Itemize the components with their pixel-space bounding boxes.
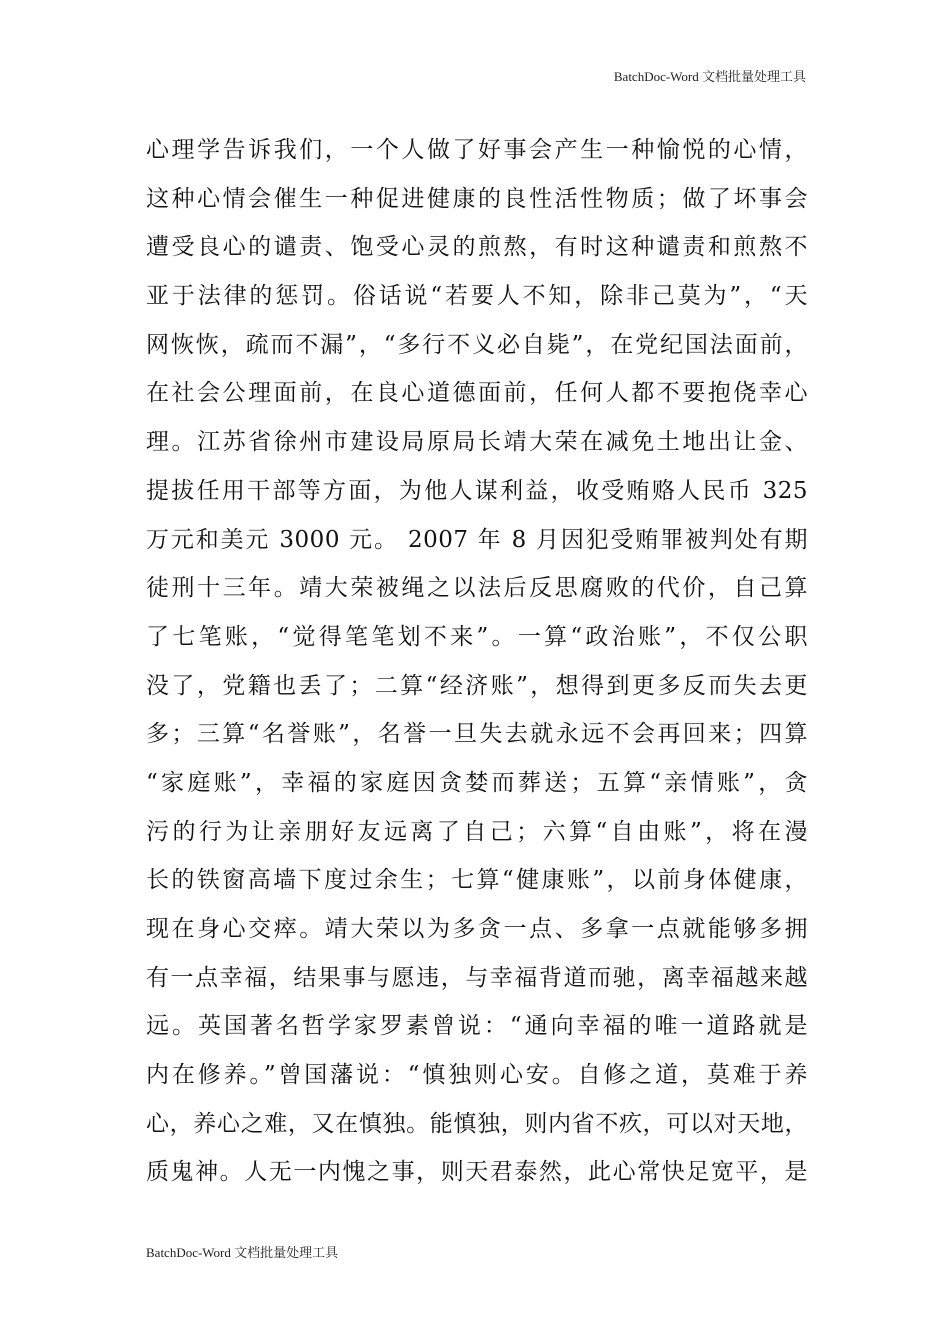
- text-line-22: 质鬼神。人无一内愧之事，则天君泰然，此心常快足宽平，是: [146, 1159, 808, 1186]
- text-line-21: 心，养心之难，又在慎独。能慎独，则内省不疚，可以对天地，: [146, 1110, 808, 1137]
- text-line-16: 长的铁窗高墙下度过余生；七算“健康账”，以前身体健康，: [146, 867, 808, 894]
- body-text: [146, 126, 808, 1197]
- text-line-3: 遭受良心的谴责、饱受心灵的煎熬，有时这种谴责和煎熬不: [146, 234, 808, 261]
- text-line-14: “家庭账”，幸福的家庭因贪婪而葬送；五算“亲情账”，贪: [146, 769, 808, 796]
- text-line-17: 现在身心交瘁。靖大荣以为多贪一点、多拿一点就能够多拥: [146, 916, 808, 942]
- text-line-1: 心理学告诉我们，一个人做了好事会产生一种愉悦的心情，: [146, 137, 808, 163]
- page-footer: BatchDoc-Word 文档批量处理工具: [146, 1245, 339, 1260]
- text-line-19: 远。英国著名哲学家罗素曾说：“通向幸福的唯一道路就是: [146, 1013, 808, 1040]
- text-line-10: 徒刑十三年。靖大荣被绳之以法后反思腐败的代价，自己算: [146, 575, 808, 602]
- text-line-18: 有一点幸福，结果事与愿违，与幸福背道而驰，离幸福越来越: [146, 964, 808, 991]
- text-line-20: 内在修养。”曾国藩说：“慎独则心安。自修之道，莫难于养: [146, 1062, 808, 1089]
- text-line-5: 网恢恢，疏而不漏”，“多行不义必自毙”，在党纪国法面前，: [146, 331, 808, 358]
- text-line-2: 这种心情会催生一种促进健康的良性活性物质；做了坏事会: [146, 185, 808, 212]
- text-line-9: 万元和美元 3000 元。 2007 年 8 月因犯受贿罪被判处有期: [146, 526, 808, 553]
- text-line-13: 多；三算“名誉账”，名誉一旦失去就永远不会再回来；四算: [146, 721, 808, 748]
- text-line-11: 了七笔账，“觉得笔笔划不来”。一算“政治账”，不仅公职: [146, 623, 808, 650]
- text-line-7: 理。江苏省徐州市建设局原局长靖大荣在减免土地出让金、: [146, 429, 808, 456]
- text-line-6: 在社会公理面前，在良心道德面前，任何人都不要抱侥幸心: [146, 380, 808, 407]
- text-line-12: 没了，党籍也丢了；二算“经济账”，想得到更多反而失去更: [146, 672, 808, 699]
- text-line-4: 亚于法律的惩罚。俗话说“若要人不知，除非己莫为”，“天: [146, 283, 808, 310]
- text-line-8: 提拔任用干部等方面，为他人谋利益，收受贿赂人民币 325: [146, 477, 808, 504]
- text-line-15: 污的行为让亲朋好友远离了自己；六算“自由账”，将在漫: [146, 818, 808, 845]
- page-header: BatchDoc-Word 文档批量处理工具: [613, 69, 806, 84]
